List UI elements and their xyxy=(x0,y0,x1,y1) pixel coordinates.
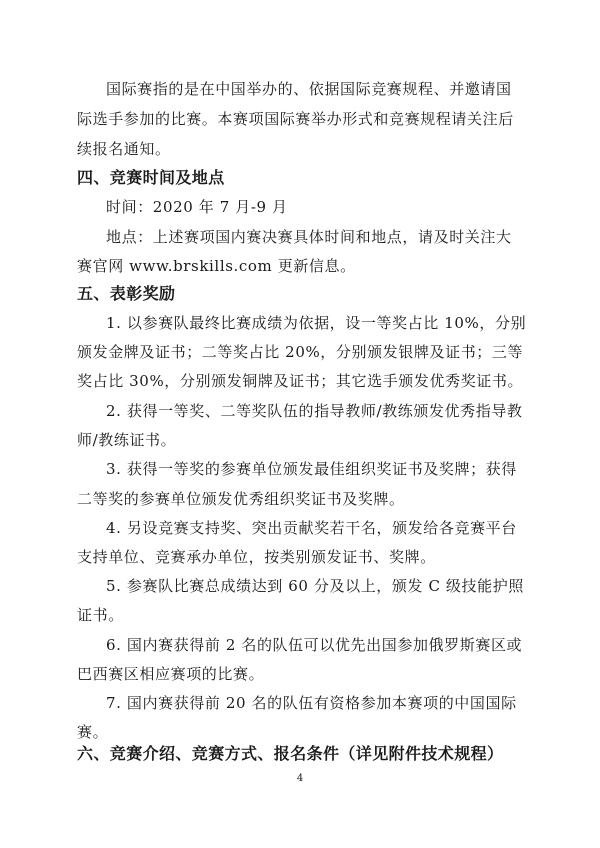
section-heading-time-place: 四、竞赛时间及地点 xyxy=(77,168,225,187)
section-heading-awards: 五、表彰奖励 xyxy=(77,284,176,303)
award-item-line: 证书。 xyxy=(77,606,124,624)
award-item-line: 奖占比 30%，分别颁发铜牌及证书；其它选手颁发优秀奖证书。 xyxy=(77,372,524,390)
award-item-line: 1. 以参赛队最终比赛成绩为依据，设一等奖占比 10%，分别 xyxy=(106,314,527,332)
award-item-line: 6. 国内赛获得前 2 名的队伍可以优先出国参加俄罗斯赛区或 xyxy=(106,636,523,654)
award-item-line: 4. 另设竞赛支持奖、突出贡献奖若干名，颁发给各竞赛平台 xyxy=(106,519,517,537)
award-item-line: 巴西赛区相应赛项的比赛。 xyxy=(77,665,265,683)
time-line: 时间：2020 年 7 月-9 月 xyxy=(106,198,288,216)
page-number: 4 xyxy=(296,773,304,784)
award-item-line: 3. 获得一等奖的参赛单位颁发最佳组织奖证书及奖牌；获得 xyxy=(106,460,517,478)
award-item-line: 颁发金牌及证书；二等奖占比 20%，分别颁发银牌及证书；三等 xyxy=(77,343,524,361)
award-item-line: 师/教练证书。 xyxy=(77,431,177,449)
section-heading-introduction: 六、竞赛介绍、竞赛方式、报名条件（详见附件技术规程） xyxy=(77,744,504,763)
intro-line: 际选手参加的比赛。本赛项国际赛举办形式和竞赛规程请关注后 xyxy=(77,110,514,128)
award-item-line: 5. 参赛队比赛总成绩达到 60 分及以上，颁发 C 级技能护照 xyxy=(106,577,524,595)
award-item-line: 2. 获得一等奖、二等奖队伍的指导教师/教练颁发优秀指导教 xyxy=(106,402,523,420)
intro-line: 国际赛指的是在中国举办的、依据国际竞赛规程、并邀请国 xyxy=(106,80,512,98)
intro-line: 续报名通知。 xyxy=(77,140,171,158)
award-item-line: 支持单位、竞赛承办单位，按类别颁发证书、奖牌。 xyxy=(77,548,436,566)
place-line: 地点：上述赛项国内赛决赛具体时间和地点，请及时关注大 xyxy=(106,228,512,246)
award-item-line: 赛。 xyxy=(77,723,109,741)
award-item-line: 二等奖的参赛单位颁发优秀组织奖证书及奖牌。 xyxy=(77,490,405,508)
place-line: 赛官网 www.brskills.com 更新信息。 xyxy=(77,257,356,275)
award-item-line: 7. 国内赛获得前 20 名的队伍有资格参加本赛项的中国国际 xyxy=(106,694,517,712)
